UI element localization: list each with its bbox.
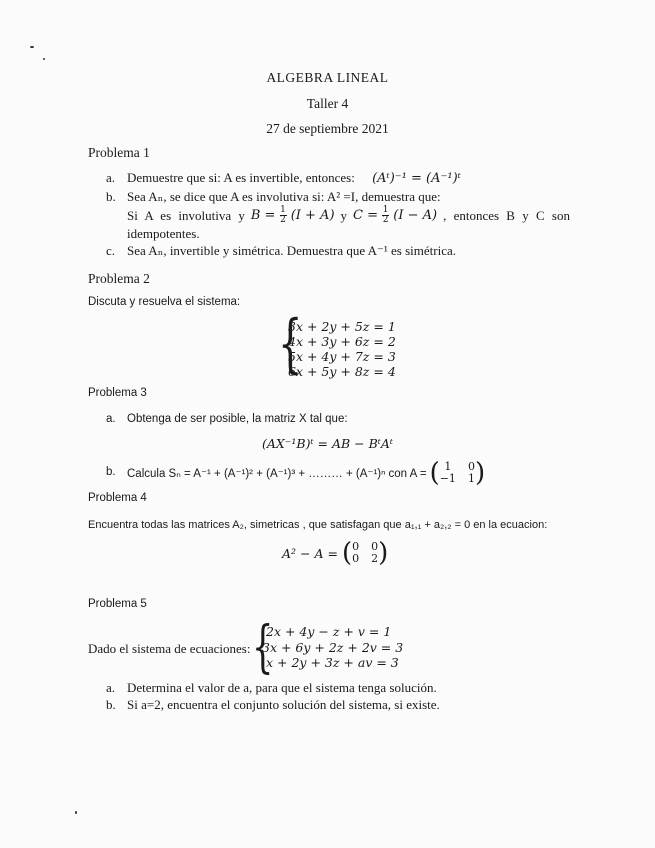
page-subtitle: Taller 4 xyxy=(306,96,349,111)
problem-1b-line3: idempotentes. xyxy=(127,226,200,241)
equation: x + 2y + 3z + av = 3 xyxy=(266,655,399,670)
left-paren: ( xyxy=(429,458,440,488)
problem-5a-text: Determina el valor de a, para que el sistema tenga solución. xyxy=(127,680,437,695)
matrix-b-definition: B = $\frac{1}{2}$ (I + A) xyxy=(250,205,335,225)
problem-4-text: Encuentra todas las matrices A₂, simetricas , que satisfagan que a₁,₁ + a₂,₂ = 0 en la ecuacion: xyxy=(88,519,548,531)
problem-1a-text xyxy=(127,170,461,186)
matrix-entry: −1 xyxy=(439,472,456,485)
page-date: 27 de septiembre 2021 xyxy=(266,121,389,136)
problem-1a-statement: Demuestre que si: A es invertible, entonces: xyxy=(127,170,355,185)
problem-3-heading: Problema 3 xyxy=(88,387,147,399)
problem-3a-label: a. xyxy=(106,413,116,425)
system-equations-5 xyxy=(262,624,403,671)
matrix-entry: 2 xyxy=(371,552,379,565)
left-paren: ( xyxy=(341,538,353,568)
equation-lhs: A² − A = xyxy=(282,545,338,561)
matrix-entries xyxy=(440,461,475,485)
problem-2-heading: Problema 2 xyxy=(88,271,150,286)
matrix-entries xyxy=(352,541,378,565)
matrix-entry: 0 xyxy=(352,552,360,565)
scan-speck xyxy=(43,58,45,60)
problem-5b-label: b. xyxy=(106,697,116,712)
problem-2-intro: Discuta y resuelva el sistema: xyxy=(88,296,241,308)
equation: 6x + 5y + 8z = 4 xyxy=(288,364,396,379)
problem-5a-label: a. xyxy=(106,680,116,695)
problem-1b-conclusion: , entonces B y C son xyxy=(443,207,570,223)
equation: 2x + 4y − z + v = 1 xyxy=(266,624,392,639)
problem-1b-line2 xyxy=(127,206,570,225)
equation: 3x + 2y + 5z = 1 xyxy=(288,319,396,334)
problem-1a-label: a. xyxy=(106,170,116,185)
problem-5b-text: Si a=2, encuentra el conjunto solución del sistema, si existe. xyxy=(127,697,440,712)
matrix-c-definition: C = $\frac{1}{2}$ (I − A) xyxy=(352,205,438,225)
problem-4-equation xyxy=(282,540,388,566)
matrix-a xyxy=(430,460,486,486)
problem-3b-statement: Calcula Sₙ = A⁻¹ + (A⁻¹)² + (A⁻¹)³ + ……… + (A⁻¹)ⁿ con A = xyxy=(127,468,427,480)
system-brace: { xyxy=(278,307,303,381)
matrix-rhs xyxy=(342,540,388,566)
problem-3a-text: Obtenga de ser posible, la matriz X tal que: xyxy=(127,413,348,425)
problem-1b-label: b. xyxy=(106,189,116,204)
problem-3b-label: b. xyxy=(106,466,116,478)
problem-1a-formula: (Aᵗ)⁻¹ = (A⁻¹)ᵗ xyxy=(372,171,461,186)
matrix-entry: 1 xyxy=(444,460,452,473)
matrix-entry: 0 xyxy=(467,460,475,473)
problem-5-heading: Problema 5 xyxy=(88,598,147,610)
problem-3b-text xyxy=(127,460,485,486)
problem-1b-condition: Si A es involutiva y xyxy=(127,207,245,223)
right-paren: ) xyxy=(378,538,389,568)
matrix-entry: 0 xyxy=(371,540,379,553)
problem-4-heading: Problema 4 xyxy=(88,492,147,504)
problem-1-heading: Problema 1 xyxy=(88,145,150,160)
conjunction-y: y xyxy=(340,207,347,223)
problem-1b-text: Sea Aₙ, se dice que A es involutiva si: A² =I, demuestra que: xyxy=(127,189,441,204)
scan-speck xyxy=(75,811,77,814)
fraction-one-half: $\frac{1}{2}$ xyxy=(382,205,389,225)
matrix-entry: 1 xyxy=(467,472,475,485)
problem-1c-label: c. xyxy=(106,243,116,258)
problem-3a-equation: (AX⁻¹B)ᵗ = AB − BᵗAᵗ xyxy=(262,436,393,451)
equation: 4x + 3y + 6z = 2 xyxy=(288,334,396,349)
equation: 3x + 6y + 2z + 2v = 3 xyxy=(262,639,404,655)
scan-speck xyxy=(30,46,34,48)
fraction-one-half: $\frac{1}{2}$ xyxy=(280,205,286,225)
page-title: ALGEBRA LINEAL xyxy=(266,70,389,85)
matrix-entry: 0 xyxy=(352,540,360,553)
problem-5-intro: Dado el sistema de ecuaciones: xyxy=(88,641,251,656)
equation: 5x + 4y + 7z = 3 xyxy=(288,349,396,364)
problem-1c-text: Sea Aₙ, invertible y simétrica. Demuestra que A⁻¹ es simétrica. xyxy=(127,243,457,258)
system-equations-2 xyxy=(288,319,396,379)
system-brace: { xyxy=(252,615,274,680)
right-paren: ) xyxy=(474,458,486,488)
